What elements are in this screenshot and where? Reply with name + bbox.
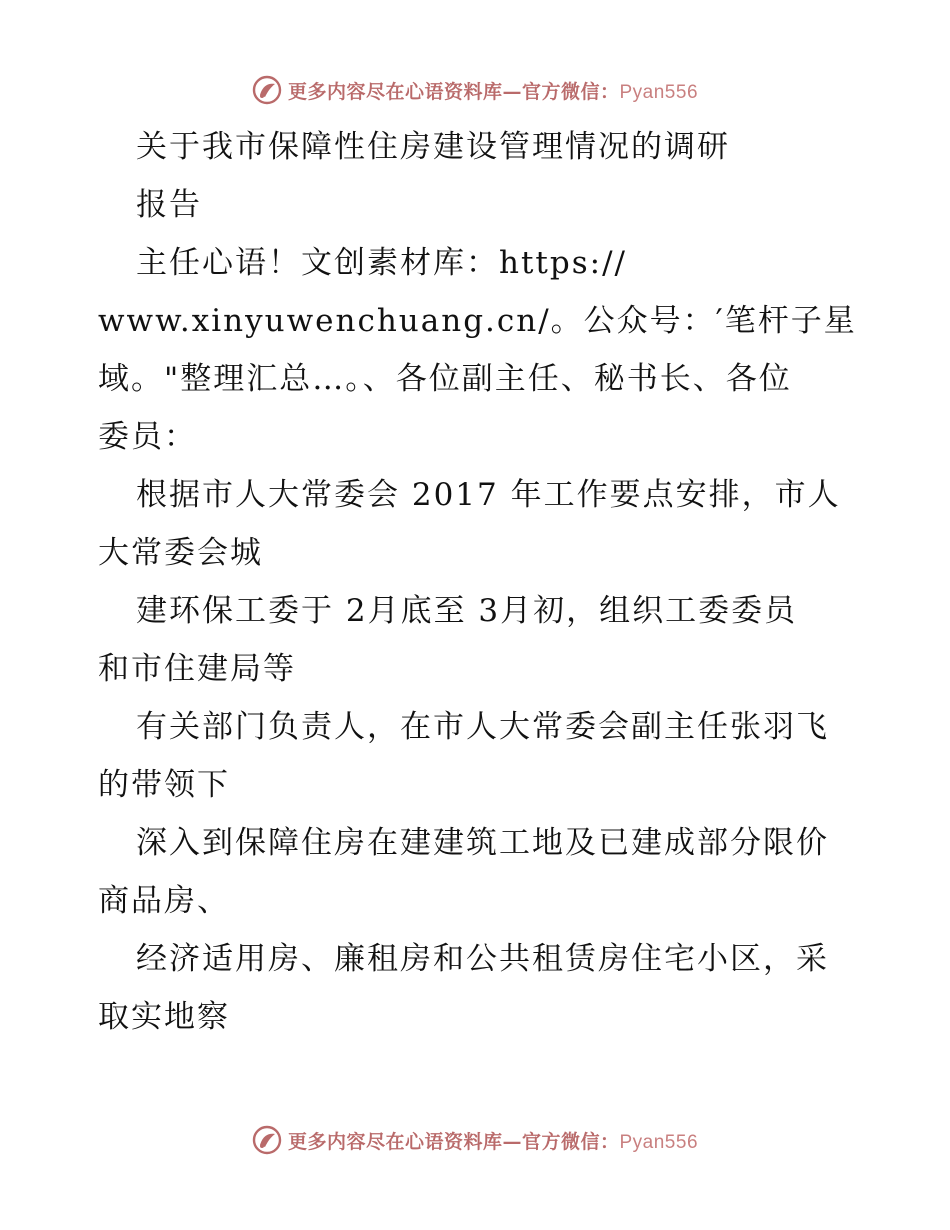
header-wechat-id: Pyan556	[619, 81, 699, 103]
footer-banner	[0, 1120, 950, 1160]
doc-line-1	[98, 118, 858, 176]
doc-line-13-text: 深入到保障住房在建建筑工地及已建成部分限价	[136, 825, 829, 861]
doc-line-8	[98, 524, 858, 582]
doc-line-6	[98, 408, 858, 466]
doc-line-2-text: 报告	[136, 187, 202, 223]
doc-line-16	[98, 988, 858, 1046]
doc-line-3	[98, 234, 858, 292]
footer-banner-label: 更多内容尽在心语资料库—官方微信：	[287, 1130, 620, 1153]
doc-line-11	[98, 698, 858, 756]
doc-line-4-text: www.xinyuwenchuang.cn/。公众号：′笔杆子星	[98, 303, 857, 339]
doc-line-8-text: 大常委会城	[98, 535, 263, 571]
doc-line-12-text: 的带领下	[98, 767, 230, 803]
doc-line-7-text: 根据市人大常委会 2017 年工作要点安排，市人	[136, 477, 841, 513]
header-banner-text	[288, 77, 698, 104]
doc-line-14	[98, 872, 858, 930]
doc-line-9-text: 建环保工委于 2月底至 3月初，组织工委委员	[136, 593, 798, 629]
brand-logo-icon	[252, 1125, 282, 1155]
doc-line-16-text: 取实地察	[98, 999, 230, 1035]
doc-line-14-text: 商品房、	[98, 883, 230, 919]
doc-line-1-text: 关于我市保障性住房建设管理情况的调研	[136, 129, 730, 165]
doc-line-9	[98, 582, 858, 640]
doc-line-3-text: 主任心语！文创素材库：https://	[136, 245, 627, 281]
header-banner-label: 更多内容尽在心语资料库—官方微信：	[287, 80, 620, 103]
header-banner	[0, 70, 950, 110]
doc-line-6-text: 委员：	[98, 419, 197, 455]
brand-logo-icon	[252, 75, 282, 105]
doc-line-5-text: 域。"整理汇总…。、各位副主任、秘书长、各位	[98, 361, 792, 397]
footer-wechat-id: Pyan556	[619, 1131, 699, 1153]
doc-line-4	[98, 292, 858, 350]
footer-banner-text	[288, 1127, 698, 1154]
doc-line-5	[98, 350, 858, 408]
doc-line-12	[98, 756, 858, 814]
document-body	[98, 118, 858, 1046]
doc-line-11-text: 有关部门负责人，在市人大常委会副主任张羽飞	[136, 709, 829, 745]
doc-line-10	[98, 640, 858, 698]
doc-line-15	[98, 930, 858, 988]
doc-line-15-text: 经济适用房、廉租房和公共租赁房住宅小区，采	[136, 941, 829, 977]
doc-line-2	[98, 176, 858, 234]
doc-line-10-text: 和市住建局等	[98, 651, 296, 687]
doc-line-13	[98, 814, 858, 872]
doc-line-7	[98, 466, 858, 524]
